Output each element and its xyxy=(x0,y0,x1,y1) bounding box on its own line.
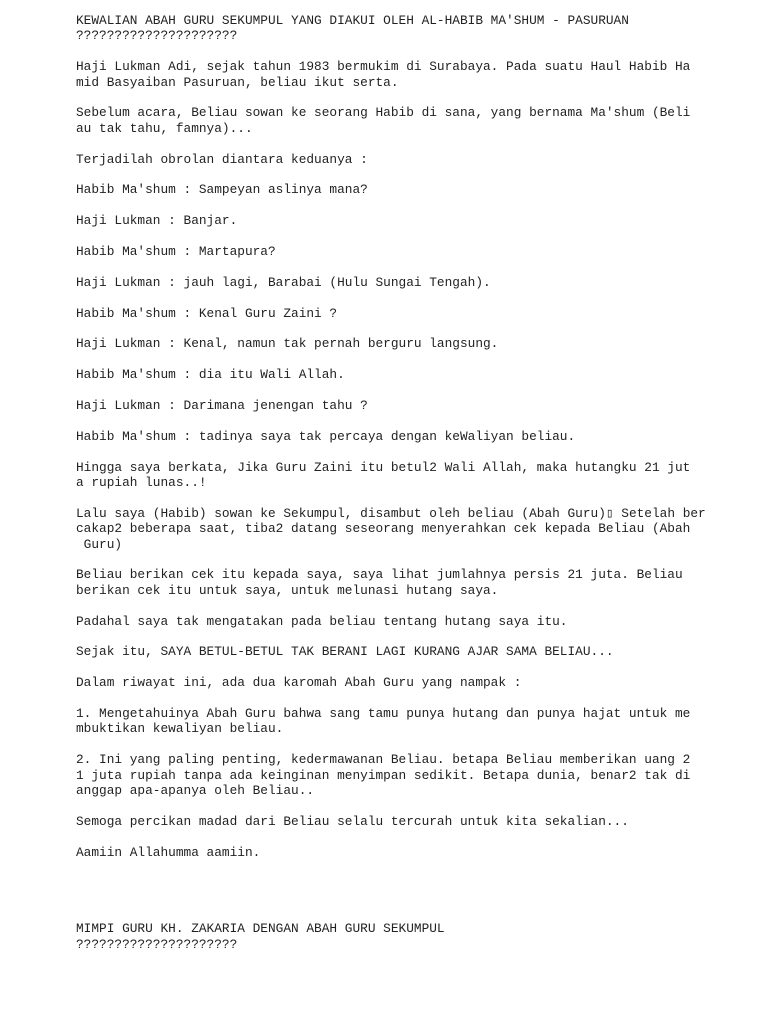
story-title: MIMPI GURU KH. ZAKARIA DENGAN ABAH GURU SEKUMPUL ????????????????????? xyxy=(76,921,445,952)
paragraph: Terjadilah obrolan diantara keduanya : xyxy=(76,151,368,167)
section-spacer xyxy=(76,875,696,921)
dialogue-line: Habib Ma'shum : Kenal Guru Zaini ? xyxy=(76,305,338,321)
paragraph: Hingga saya berkata, Jika Guru Zaini itu betul2 Wali Allah, maka hutangku 21 jut a rupiah lunas..! xyxy=(76,459,691,490)
paragraph: Aamiin Allahumma aamiin. xyxy=(76,844,261,860)
dialogue-line: Haji Lukman : jauh lagi, Barabai (Hulu Sungai Tengah). xyxy=(76,274,491,290)
paragraph: Semoga percikan madad dari Beliau selalu tercurah untuk kita sekalian... xyxy=(76,813,629,829)
dialogue-line: Haji Lukman : Banjar. xyxy=(76,213,238,229)
paragraph: Sebelum acara, Beliau sowan ke seorang Habib di sana, yang bernama Ma'shum (Beli au tak tahu, famnya)... xyxy=(76,105,691,136)
dialogue-line: Haji Lukman : Darimana jenengan tahu ? xyxy=(76,397,368,413)
paragraph: Haji Lukman Adi, sejak tahun 1983 bermukim di Surabaya. Pada suatu Haul Habib Ha mid Basyaiban Pasuruan, beliau ikut serta. xyxy=(76,59,691,90)
list-item: 2. Ini yang paling penting, kedermawanan Beliau. betapa Beliau memberikan uang 2 1 juta rupiah tanpa ada keinginan menyimpan sedikit. Betapa dunia, benar2 tak di anggap apa-apanya oleh Beliau.. xyxy=(76,752,691,798)
paragraph: Lalu saya (Habib) sowan ke Sekumpul, disambut oleh beliau (Abah Guru)▯ Setelah ber cakap2 beberapa saat, tiba2 datang seseorang menyerahkan cek kepada Beliau (Abah Guru) xyxy=(76,505,706,552)
paragraph: Beliau berikan cek itu kepada saya, saya lihat jumlahnya persis 21 juta. Beliau berikan cek itu untuk saya, untuk melunasi hutang saya. xyxy=(76,567,683,598)
dialogue-line: Habib Ma'shum : tadinya saya tak percaya dengan keWaliyan beliau. xyxy=(76,428,576,444)
dialogue-line: Habib Ma'shum : dia itu Wali Allah. xyxy=(76,367,345,383)
paragraph: Sejak itu, SAYA BETUL-BETUL TAK BERANI LAGI KURANG AJAR SAMA BELIAU... xyxy=(76,644,614,660)
dialogue-line: Haji Lukman : Kenal, namun tak pernah berguru langsung. xyxy=(76,336,499,352)
document-body xyxy=(76,13,706,968)
paragraph: Padahal saya tak mengatakan pada beliau tentang hutang saya itu. xyxy=(76,613,568,629)
dialogue-line: Habib Ma'shum : Sampeyan aslinya mana? xyxy=(76,182,368,198)
dialogue-line: Habib Ma'shum : Martapura? xyxy=(76,244,276,259)
list-item: 1. Mengetahuinya Abah Guru bahwa sang tamu punya hutang dan punya hajat untuk me mbuktikan kewaliyan beliau. xyxy=(76,705,691,737)
story-title: KEWALIAN ABAH GURU SEKUMPUL YANG DIAKUI OLEH AL-HABIB MA'SHUM - PASURUAN ????????????????????? xyxy=(76,13,629,44)
paragraph: Dalam riwayat ini, ada dua karomah Abah Guru yang nampak : xyxy=(76,675,522,691)
